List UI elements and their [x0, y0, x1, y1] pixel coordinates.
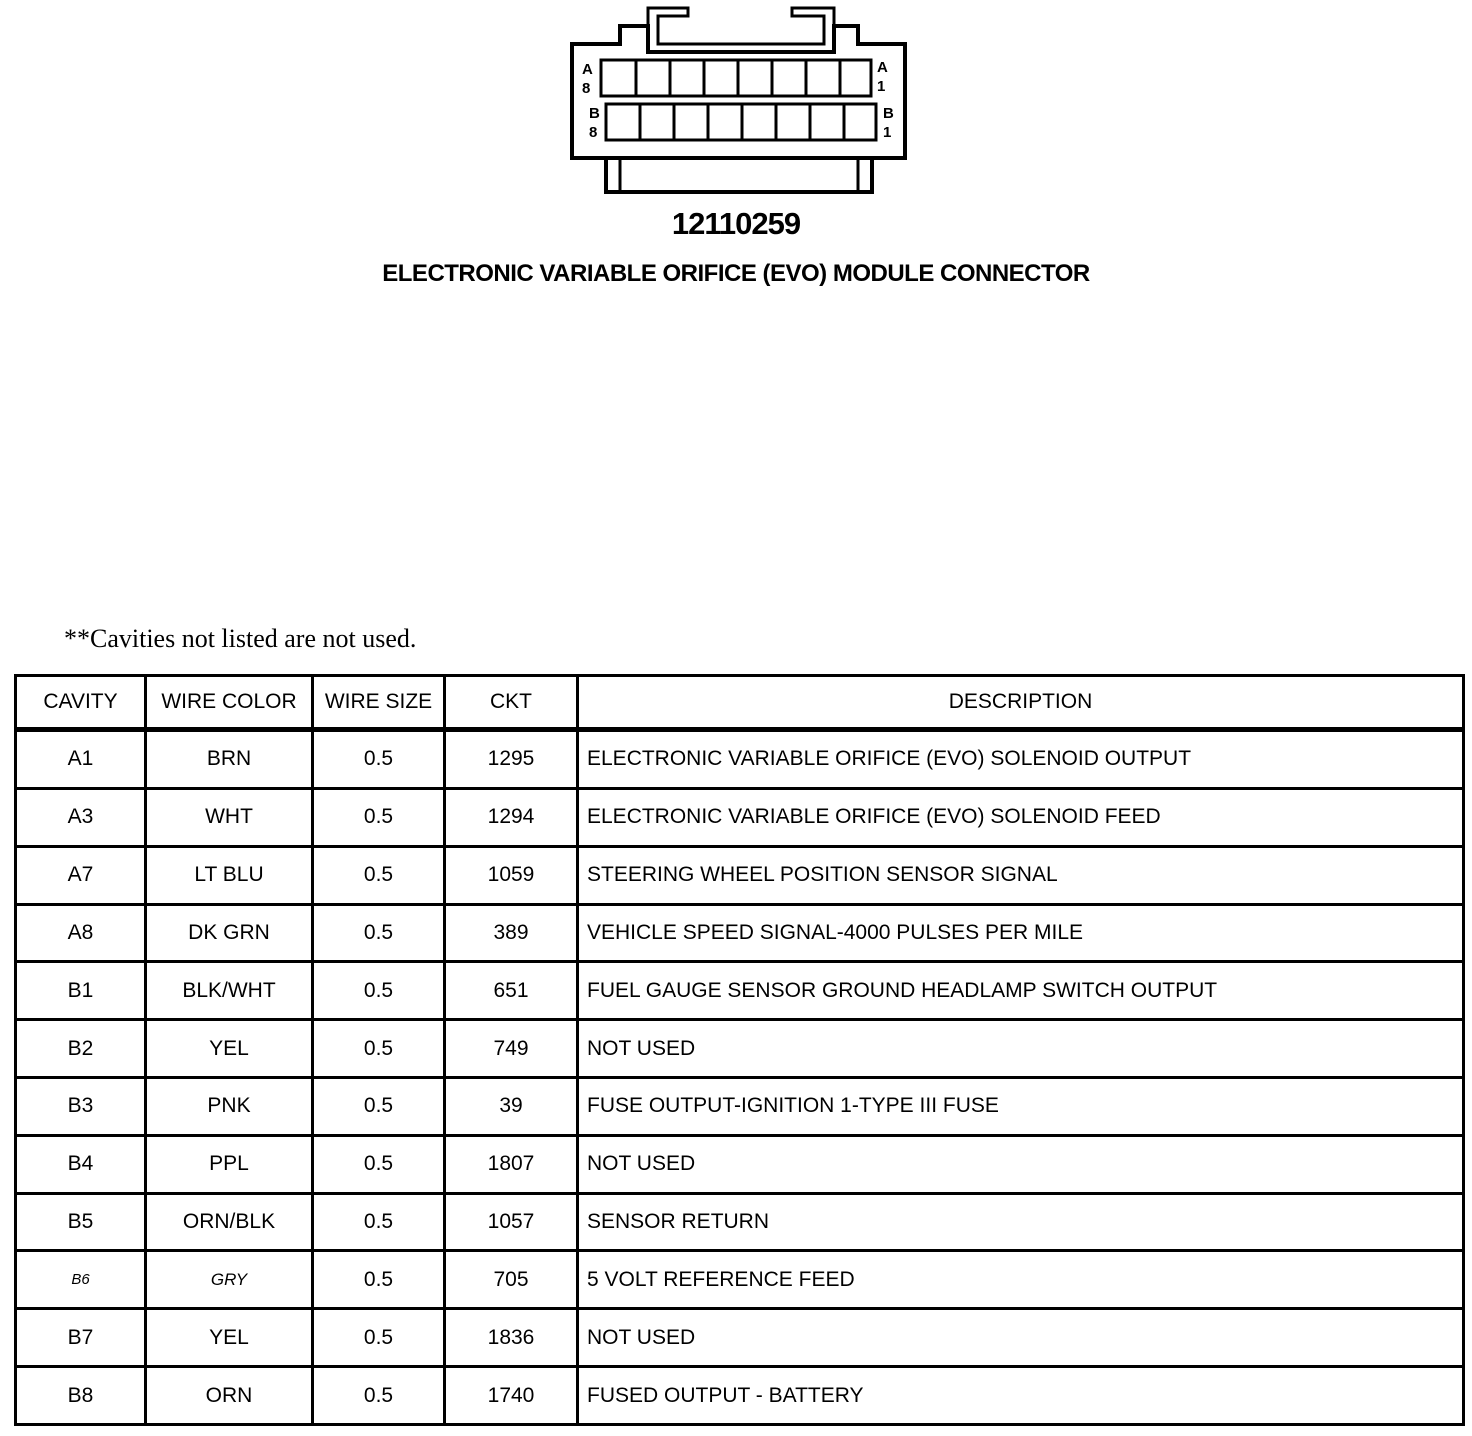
cell-wire-color: PNK [146, 1077, 313, 1135]
cell-description: NOT USED [578, 1135, 1464, 1193]
cell-ckt: 1294 [445, 788, 578, 846]
cell-description: VEHICLE SPEED SIGNAL-4000 PULSES PER MILE [578, 904, 1464, 962]
connector-latch [648, 8, 834, 52]
table-row [16, 962, 1464, 1020]
cell-wire-size: 0.5 [313, 962, 445, 1020]
cell-wire-color: DK GRN [146, 904, 313, 962]
part-number: 12110259 [671, 206, 801, 241]
cell-description: SENSOR RETURN [578, 1193, 1464, 1251]
cell-wire-color: YEL [146, 1020, 313, 1078]
cell-wire-size: 0.5 [313, 730, 445, 789]
cell-wire-color: BLK/WHT [146, 962, 313, 1020]
connector-base [606, 158, 872, 192]
header-wire-size: WIRE SIZE [313, 676, 445, 730]
cell-ckt: 39 [445, 1077, 578, 1135]
cell-cavity: B3 [16, 1077, 146, 1135]
cell-wire-color: YEL [146, 1309, 313, 1367]
header-cavity: CAVITY [16, 676, 146, 730]
cell-wire-size: 0.5 [313, 1367, 445, 1425]
table-header-row [16, 676, 1464, 730]
row-b-left-letter: B [589, 105, 600, 122]
cell-description: NOT USED [578, 1309, 1464, 1367]
connector-diagram [560, 0, 920, 200]
cell-ckt: 1057 [445, 1193, 578, 1251]
table-row [16, 730, 1464, 789]
cell-wire-size: 0.5 [313, 1193, 445, 1251]
table-row [16, 1077, 1464, 1135]
cell-description: FUSED OUTPUT - BATTERY [578, 1367, 1464, 1425]
row-a-left-letter: A [582, 61, 593, 78]
cell-ckt: 1836 [445, 1309, 578, 1367]
cell-ckt: 1740 [445, 1367, 578, 1425]
cell-wire-size: 0.5 [313, 788, 445, 846]
table-row [16, 1020, 1464, 1078]
cell-cavity: B7 [16, 1309, 146, 1367]
cell-cavity: B2 [16, 1020, 146, 1078]
cell-cavity: A1 [16, 730, 146, 789]
cell-ckt: 1059 [445, 846, 578, 904]
table-row [16, 1251, 1464, 1309]
table-row [16, 1135, 1464, 1193]
header-description: DESCRIPTION [578, 676, 1464, 730]
cell-wire-size: 0.5 [313, 1135, 445, 1193]
cell-wire-size: 0.5 [313, 1251, 445, 1309]
row-b-left-number: 8 [589, 124, 598, 141]
row-b-cavities [606, 104, 876, 140]
cell-description: STEERING WHEEL POSITION SENSOR SIGNAL [578, 846, 1464, 904]
connector-title: ELECTRONIC VARIABLE ORIFICE (EVO) MODULE CONNECTOR [382, 260, 1090, 287]
cell-cavity: A7 [16, 846, 146, 904]
row-a-left-number: 8 [582, 80, 591, 97]
cell-wire-color: LT BLU [146, 846, 313, 904]
cell-wire-color: ORN [146, 1367, 313, 1425]
table-row [16, 1309, 1464, 1367]
cell-description: FUEL GAUGE SENSOR GROUND HEADLAMP SWITCH OUTPUT [578, 962, 1464, 1020]
cell-wire-size: 0.5 [313, 846, 445, 904]
cell-cavity: B1 [16, 962, 146, 1020]
header-wire-color: WIRE COLOR [146, 676, 313, 730]
cell-ckt: 705 [445, 1251, 578, 1309]
cell-cavity: B6 [16, 1251, 146, 1309]
table-row [16, 1193, 1464, 1251]
cell-cavity: B8 [16, 1367, 146, 1425]
cell-cavity: A8 [16, 904, 146, 962]
cell-description: ELECTRONIC VARIABLE ORIFICE (EVO) SOLENOID OUTPUT [578, 730, 1464, 789]
table-row [16, 846, 1464, 904]
table-row [16, 1367, 1464, 1425]
row-b-right-letter: B [883, 105, 894, 122]
row-a-right-letter: A [877, 59, 888, 76]
cell-cavity: B4 [16, 1135, 146, 1193]
header-ckt: CKT [445, 676, 578, 730]
cell-wire-color: PPL [146, 1135, 313, 1193]
table-row [16, 788, 1464, 846]
cell-ckt: 1807 [445, 1135, 578, 1193]
table-row [16, 904, 1464, 962]
cell-wire-size: 0.5 [313, 1020, 445, 1078]
cavities-note: **Cavities not listed are not used. [64, 624, 417, 653]
cell-wire-color: BRN [146, 730, 313, 789]
cell-ckt: 749 [445, 1020, 578, 1078]
pinout-table [14, 674, 1465, 1426]
row-b-right-number: 1 [883, 124, 892, 141]
cell-ckt: 389 [445, 904, 578, 962]
row-a-right-number: 1 [877, 78, 886, 95]
cell-ckt: 651 [445, 962, 578, 1020]
cell-wire-color: ORN/BLK [146, 1193, 313, 1251]
cell-wire-size: 0.5 [313, 904, 445, 962]
row-a-cavities [601, 60, 871, 96]
cell-wire-size: 0.5 [313, 1077, 445, 1135]
cell-wire-size: 0.5 [313, 1309, 445, 1367]
cell-wire-color: GRY [146, 1251, 313, 1309]
cell-wire-color: WHT [146, 788, 313, 846]
cell-ckt: 1295 [445, 730, 578, 789]
cell-cavity: B5 [16, 1193, 146, 1251]
cell-description: NOT USED [578, 1020, 1464, 1078]
cell-description: 5 VOLT REFERENCE FEED [578, 1251, 1464, 1309]
cell-description: ELECTRONIC VARIABLE ORIFICE (EVO) SOLENOID FEED [578, 788, 1464, 846]
cell-cavity: A3 [16, 788, 146, 846]
cell-description: FUSE OUTPUT-IGNITION 1-TYPE III FUSE [578, 1077, 1464, 1135]
